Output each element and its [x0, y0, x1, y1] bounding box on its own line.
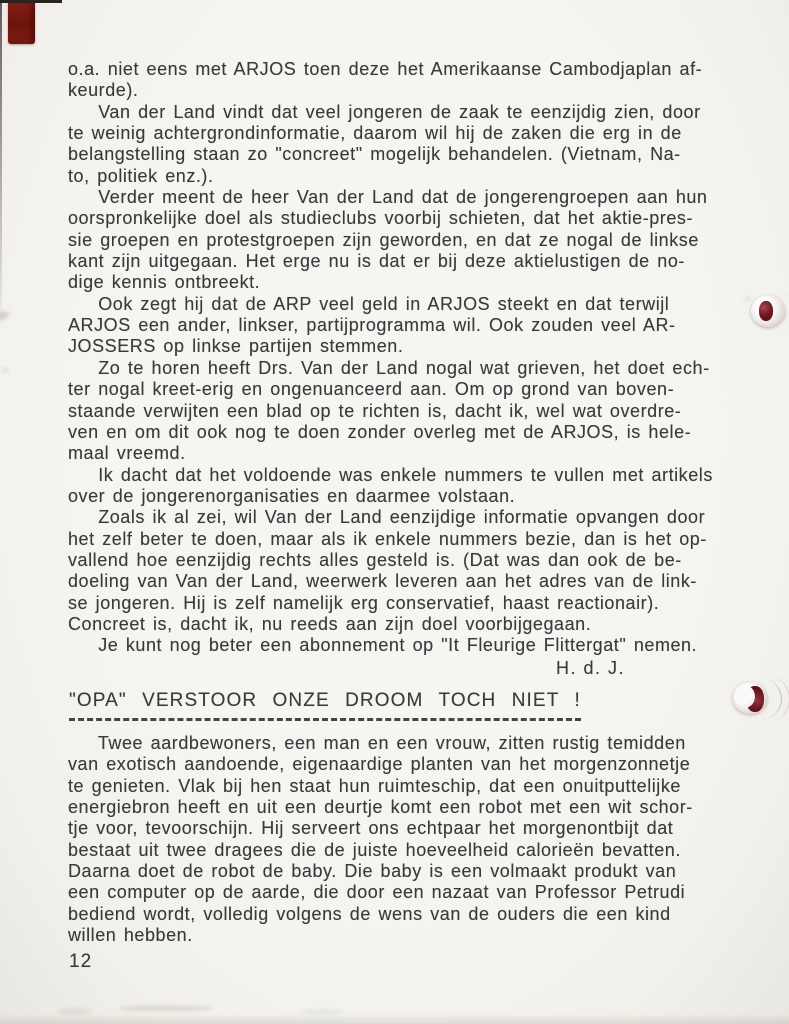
- red-corner-tab: [8, 0, 35, 44]
- text-line: Ook zegt hij dat de ARP veel geld in ARJOS steekt en dat terwijl: [68, 293, 670, 314]
- text-line: bestaat uit twee dragees die de juiste hoeveelheid calorieën bevatten.: [68, 839, 681, 860]
- text-line: tje voor, tevoorschijn. Hij serveert ons echtpaar het morgenontbijt dat: [68, 818, 674, 839]
- text-line: te weinig achtergrondinformatie, daarom wil hij de zaken die erg in de: [68, 123, 682, 144]
- text-line: Je kunt nog beter een abonnement op "It Fleurige Flittergat" nemen.: [68, 635, 698, 656]
- scan-edge-left: [0, 0, 2, 330]
- text-line: belangstelling staan zo "concreet" mogelijk behandelen. (Vietnam, Na-: [68, 144, 681, 165]
- scan-smudge: [0, 310, 10, 320]
- text-line: doeling van Van der Land, weerwerk leveren aan het adres van de link-: [68, 571, 697, 592]
- text-line: to, politiek enz.).: [68, 165, 214, 186]
- text-line: maal vreemd.: [68, 443, 186, 464]
- text-line: Ik dacht dat het voldoende was enkele nummers te vullen met artikels: [68, 464, 713, 485]
- page-bottom-shadow: [0, 1014, 789, 1024]
- text-line: JOSSERS op linkse partijen stemmen.: [68, 336, 404, 357]
- binding-eyelet-bottom: [733, 682, 779, 724]
- text-line: willen hebben.: [68, 925, 193, 946]
- text-line: Twee aardbewoners, een man en een vrouw, zitten rustig temidden: [68, 733, 686, 753]
- text-line: over de jongerenorganisaties en daarmee volstaan.: [68, 485, 516, 506]
- text-line: Van der Land vindt dat veel jongeren de zaak te eenzijdig zien, door: [68, 101, 701, 122]
- text-line: energiebron heeft en uit een deurtje komt een robot met een wit schor-: [68, 797, 693, 818]
- page-number: 12: [69, 951, 93, 972]
- text-line: kant zijn uitgegaan. Het erge nu is dat er bij deze aktielustigen de no-: [68, 251, 685, 272]
- eyelet-arc: [747, 676, 789, 722]
- text-line: Zoals ik al zei, wil Van der Land eenzijdige informatie opvangen door: [68, 507, 706, 528]
- text-line: sie groepen en protestgroepen zijn geworden, en dat ze nogal de linkse: [68, 229, 699, 250]
- article-2-body: [68, 733, 693, 946]
- scan-smudge: [2, 368, 9, 372]
- text-line: te genieten. Vlak bij hen staat hun ruimteschip, dat een onuitputtelijke: [68, 775, 681, 796]
- text-line: ARJOS een ander, linkser, partijprogramma wil. Ook zouden veel AR-: [68, 315, 676, 336]
- text-line: keurde).: [68, 80, 139, 101]
- scan-smudge: [745, 297, 751, 301]
- article-1-body: [68, 59, 713, 657]
- text-line: van exotisch aandoende, eigenaardige planten van het morgenzonnetje: [68, 754, 691, 775]
- text-line: ven en om dit ook nog te doen zonder overleg met de ARJOS, is hele-: [68, 421, 692, 442]
- text-line: Zo te horen heeft Drs. Van der Land nogal wat grieven, het doet ech-: [68, 357, 710, 378]
- text-line: Verder meent de heer Van der Land dat de jongerengroepen aan hun: [68, 187, 708, 208]
- text-line: dige kennis ontbreekt.: [68, 272, 261, 293]
- text-line: bediend wordt, volledig volgens de wens van de ouders die een kind: [68, 903, 671, 924]
- text-line: se jongeren. Hij is zelf namelijk erg conservatief, haast reactionair).: [68, 592, 660, 613]
- text-line: oorspronkelijke doel als studieclubs voorbij schieten, dat het aktie-pres-: [68, 208, 693, 229]
- text-line: Concreet is, dacht ik, nu reeds aan zijn doel voorbijgegaan.: [68, 613, 592, 634]
- text-line: ter nogal kreet-erig en ongenuanceerd aan. Om op grond van boven-: [68, 379, 675, 400]
- text-line: o.a. niet eens met ARJOS toen deze het Amerikaanse Cambodjaplan af-: [68, 59, 703, 79]
- text-line: vallend hoe eenzijdig rechts alles gesteld is. (Dat was dan ook de be-: [68, 549, 682, 570]
- article-1-signature: H. d. J.: [556, 658, 626, 678]
- binding-eyelet-top: [751, 295, 789, 333]
- article-2-heading: "OPA" VERSTOOR ONZE DROOM TOCH NIET !: [69, 690, 581, 721]
- text-line: een computer op de aarde, die door een nazaat van Professor Petrudi: [68, 882, 686, 903]
- scan-smudge: [118, 1006, 213, 1011]
- text-line: staande verwijten een blad op te richten is, dacht ik, wel wat overdre-: [68, 400, 682, 421]
- text-line: het zelf beter te doen, maar als ik enkele nummers bezie, dan is het op-: [68, 528, 707, 549]
- text-line: Daarna doet de robot de baby. Die baby is een volmaakt produkt van: [68, 861, 677, 882]
- scan-edge-top: [0, 0, 62, 3]
